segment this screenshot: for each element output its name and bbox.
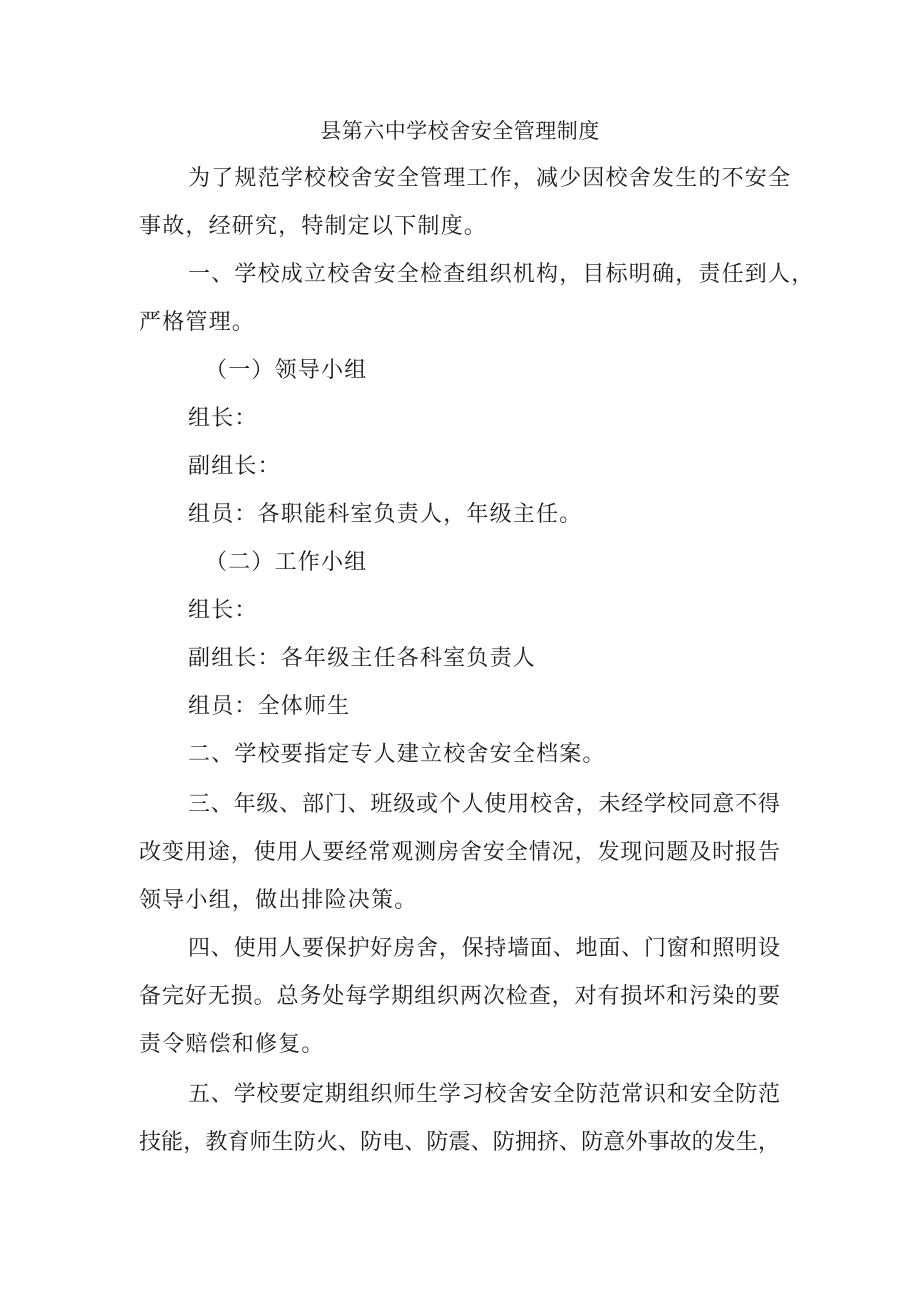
section-three-line-1: 三、年级、部门、班级或个人使用校舍，未经学校同意不得 bbox=[188, 792, 780, 817]
leadership-members: 组员：各职能科室负责人，年级主任。 bbox=[188, 502, 583, 527]
section-four-line-1: 四、使用人要保护好房舍，保持墙面、地面、门窗和照明设 bbox=[188, 936, 780, 961]
subsection-working-group-heading: （二）工作小组 bbox=[205, 550, 368, 575]
working-group-leader: 组长： bbox=[188, 598, 258, 623]
section-one-line-1: 一、学校成立校舍安全检查组织机构，目标明确，责任到人， bbox=[188, 262, 815, 287]
paragraph-intro-line-1: 为了规范学校校舍安全管理工作，减少因校舍发生的不安全 bbox=[188, 166, 792, 191]
section-four-line-2: 备完好无损。总务处每学期组织两次检查，对有损坏和污染的要 bbox=[139, 984, 780, 1009]
document-title: 县第六中学校舍安全管理制度 bbox=[320, 119, 600, 143]
section-four-line-3: 责令赔偿和修复。 bbox=[139, 1032, 325, 1057]
section-three-line-3: 领导小组，做出排险决策。 bbox=[139, 888, 418, 913]
section-three-line-2: 改变用途，使用人要经常观测房舍安全情况，发现问题及时报告 bbox=[139, 840, 780, 865]
section-two-line-1: 二、学校要指定专人建立校舍安全档案。 bbox=[188, 742, 606, 767]
section-five-line-2: 技能，教育师生防火、防电、防震、防拥挤、防意外事故的发生， bbox=[139, 1130, 780, 1155]
subsection-leadership-heading: （一）领导小组 bbox=[205, 358, 368, 383]
paragraph-intro-line-2: 事故，经研究，特制定以下制度。 bbox=[139, 214, 488, 239]
working-group-deputy-leader: 副组长：各年级主任各科室负责人 bbox=[188, 646, 537, 671]
leadership-deputy-leader: 副组长： bbox=[188, 454, 281, 479]
working-group-members: 组员：全体师生 bbox=[188, 694, 351, 719]
leadership-leader: 组长： bbox=[188, 406, 258, 431]
section-one-line-2: 严格管理。 bbox=[139, 310, 256, 335]
section-five-line-1: 五、学校要定期组织师生学习校舍安全防范常识和安全防范 bbox=[188, 1082, 780, 1107]
